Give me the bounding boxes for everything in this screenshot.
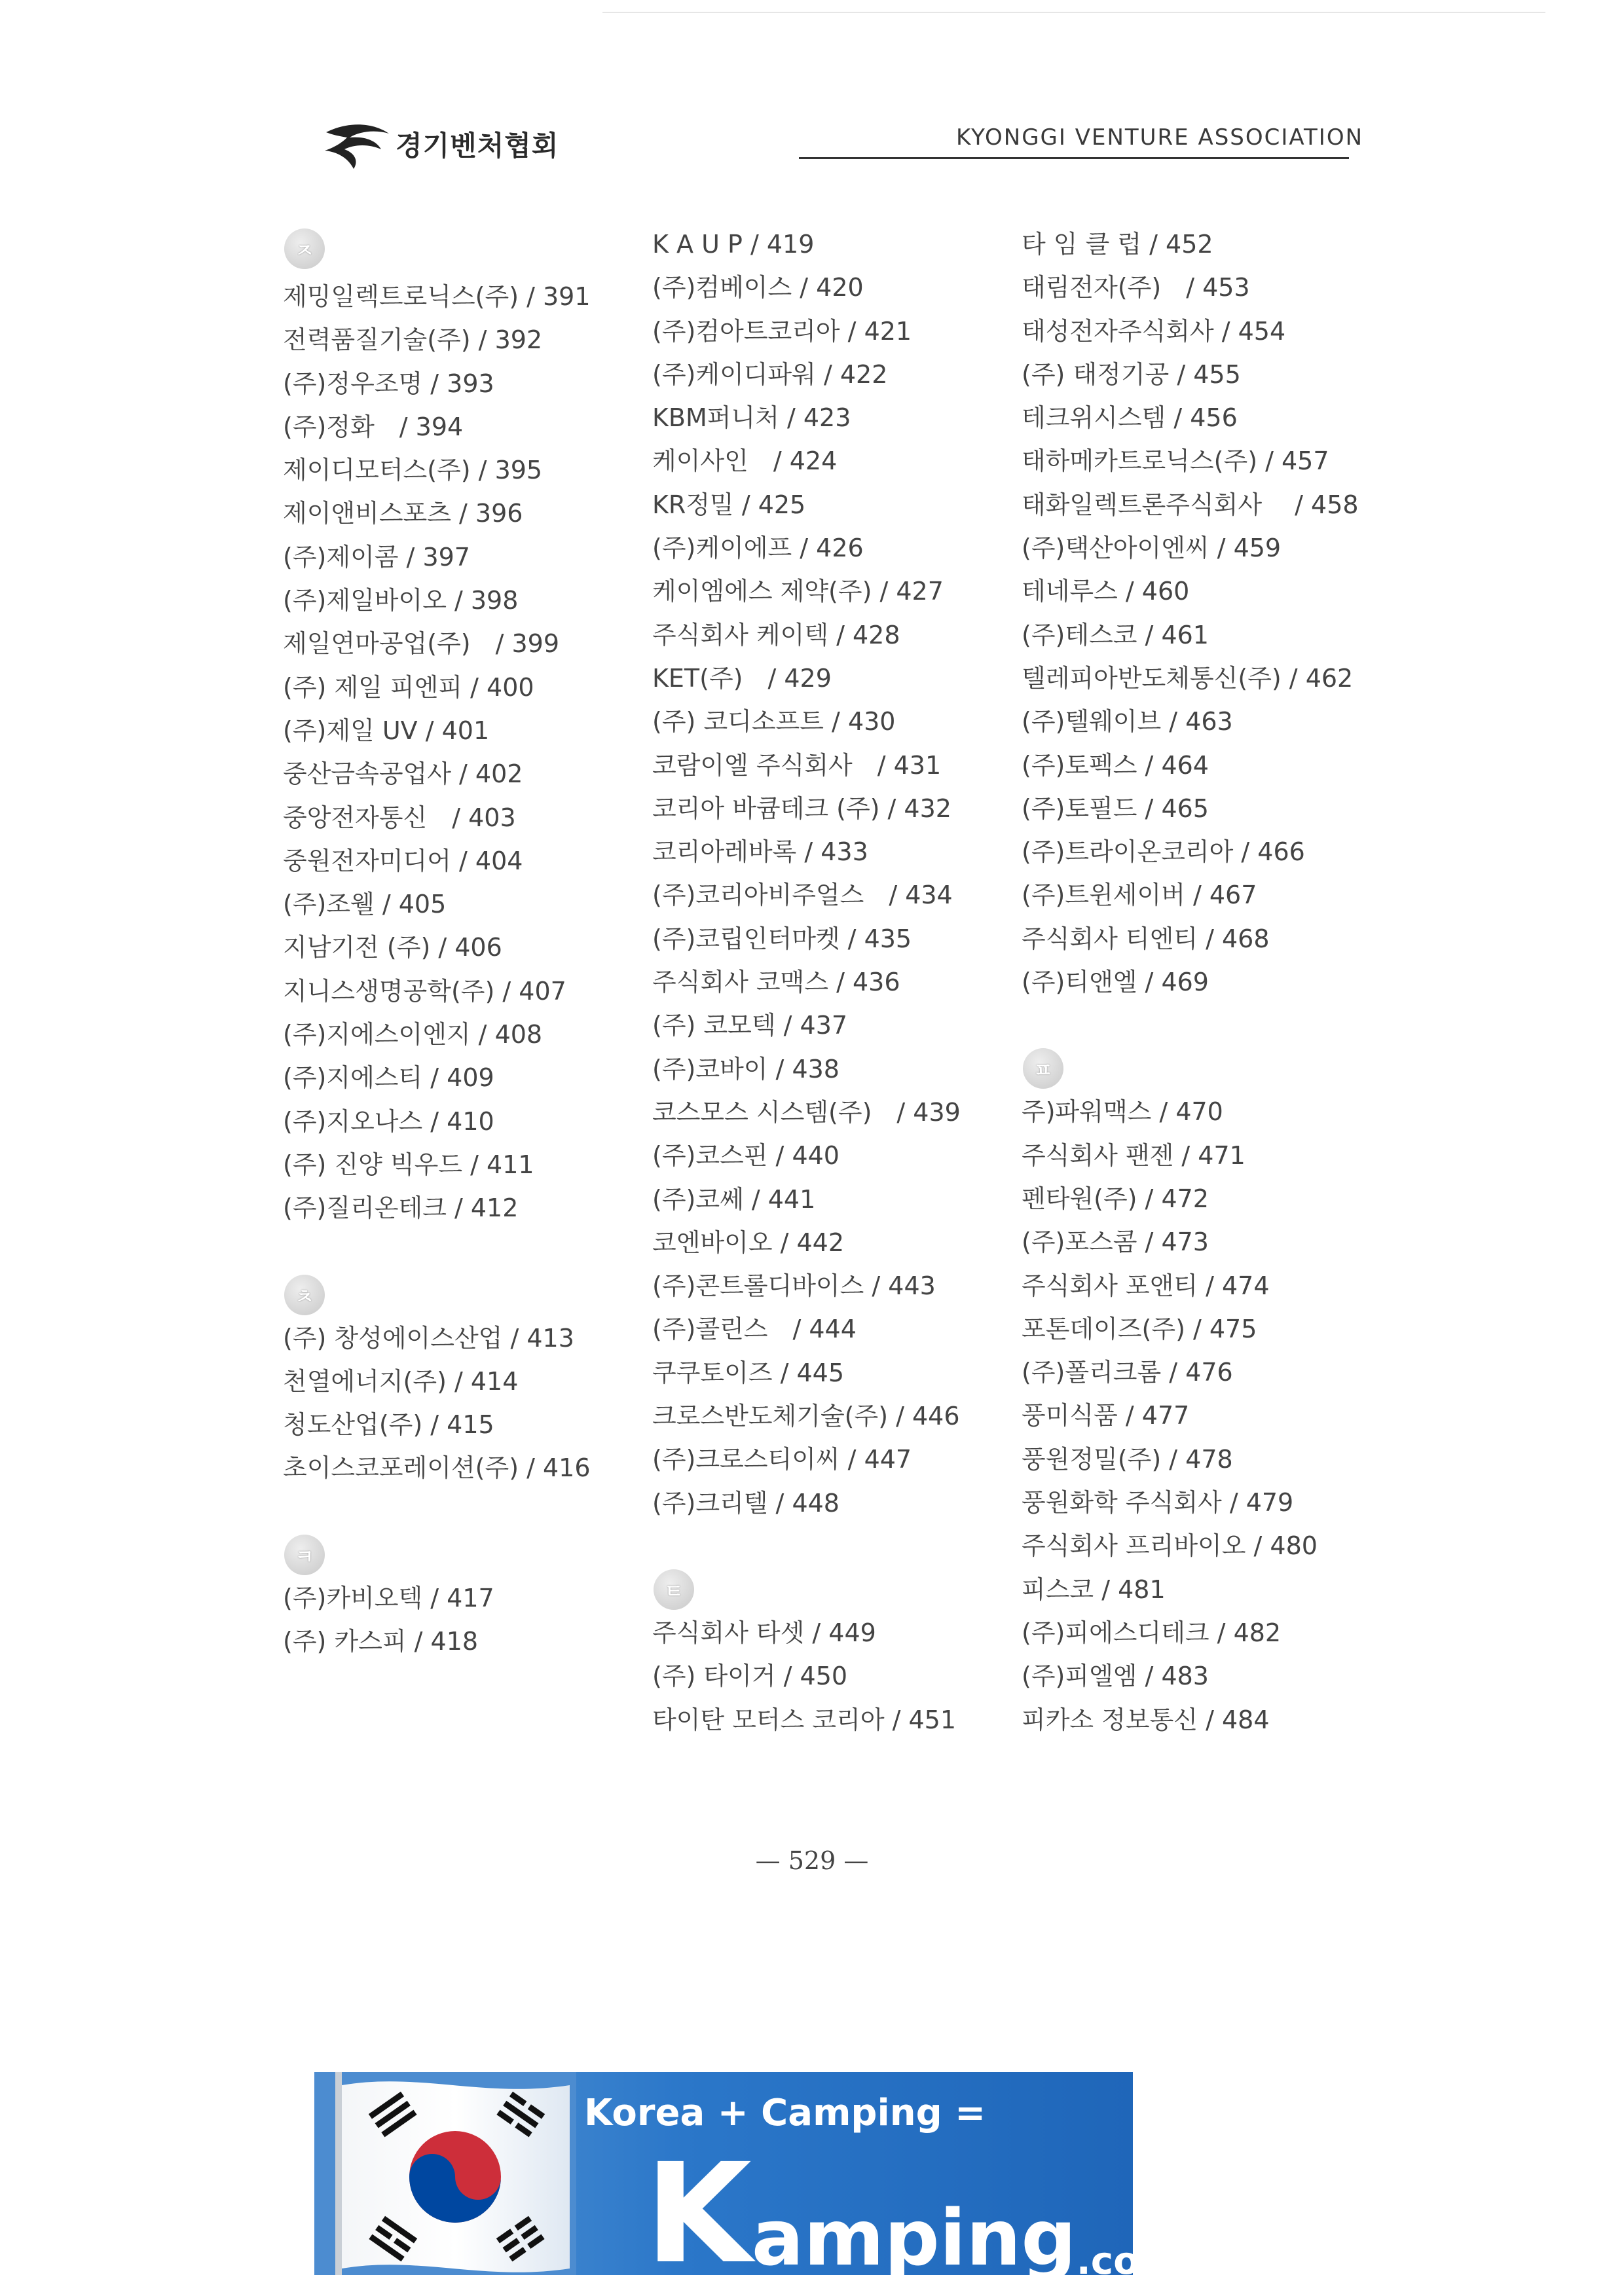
index-entry: 타이탄 모터스 코리아 / 451 [652, 1705, 957, 1734]
index-entry: 케이엠에스 제약(주) / 427 [652, 577, 944, 606]
index-entry: 피카소 정보통신 / 484 [1022, 1705, 1270, 1734]
index-entry: (주)콘트롤디바이스 / 443 [652, 1271, 936, 1301]
kamping-ad-banner[interactable] [314, 2072, 1198, 2294]
association-logo [321, 118, 559, 170]
brand-initial: K [645, 2134, 752, 2294]
section-gap [283, 1230, 591, 1273]
section-header [652, 1568, 961, 1611]
index-entry: 크로스반도체기술(주) / 446 [652, 1402, 960, 1431]
index-entry: (주)케이디파워 / 422 [652, 359, 888, 389]
page-number: — 529 — [755, 1846, 869, 1875]
index-entry: 주식회사 케이텍 / 428 [652, 620, 900, 649]
brand-domain: .co.kr [1076, 2238, 1198, 2283]
index-entry: (주) 타이거 / 450 [652, 1662, 848, 1691]
section-badge-pieup: ㅍ [1023, 1048, 1063, 1089]
index-entry: (주)정우조명 / 393 [283, 369, 494, 398]
index-entry: 제밍일렉트로닉스(주) / 391 [283, 282, 591, 311]
index-entry: 중앙전자통신 / 403 [283, 803, 516, 832]
index-entry: (주)조웰 / 405 [283, 890, 447, 919]
section-badge-chieut: ㅊ [284, 1275, 325, 1315]
banner-tagline: Korea + Camping = [584, 2092, 986, 2134]
index-entry: (주)코스핀 / 440 [652, 1141, 840, 1171]
index-entry: 주식회사 포앤티 / 474 [1022, 1271, 1270, 1300]
index-entry: 주식회사 티엔티 / 468 [1022, 924, 1270, 953]
section-badge-kieuk: ㅋ [284, 1535, 325, 1575]
section-badge-tieut: ㅌ [654, 1569, 694, 1610]
index-entry: 태화일렉트론주식회사 / 458 [1022, 490, 1359, 519]
index-entry: (주)코리아비주얼스 / 434 [652, 881, 953, 910]
index-entry: (주)포스콤 / 473 [1022, 1228, 1209, 1257]
index-entry: 케이사인 / 424 [652, 446, 838, 476]
index-entry: (주)트윈세이버 / 467 [1022, 881, 1257, 910]
index-entry: (주) 코디소프트 / 430 [652, 707, 896, 737]
index-entry: (주)지에스이엔지 / 408 [283, 1020, 543, 1049]
section-gap [652, 1525, 961, 1568]
index-entry: (주)티앤엘 / 469 [1022, 968, 1209, 997]
index-entry: (주)제일 UV / 401 [283, 716, 490, 745]
index-entry: 제일연마공업(주) / 399 [283, 629, 560, 659]
brand-name: amping [751, 2193, 1077, 2283]
index-entry: (주) 코모텍 / 437 [652, 1011, 848, 1040]
index-entry: (주) 카스피 / 418 [283, 1627, 479, 1656]
index-entry: (주)텔웨이브 / 463 [1022, 707, 1233, 737]
index-entry: KBM퍼니처 / 423 [652, 403, 851, 433]
index-entry: (주)정화 / 394 [283, 412, 464, 441]
index-entry: (주)피에스디테크 / 482 [1022, 1618, 1282, 1647]
index-entry: (주)피엘엠 / 483 [1022, 1662, 1209, 1691]
association-name: KYONGGI VENTURE ASSOCIATION [956, 124, 1364, 151]
index-entry: 지남기전 (주) / 406 [283, 933, 502, 962]
index-entry: 쿠쿠토이즈 / 445 [652, 1358, 845, 1387]
index-entry: 코스모스 시스템(주) / 439 [652, 1097, 961, 1127]
index-entry: 테크위시스템 / 456 [1022, 403, 1238, 433]
index-entry: (주)트라이온코리아 / 466 [1022, 837, 1305, 867]
korean-flag-icon [314, 2072, 576, 2275]
index-entry: 중산금속공업사 / 402 [283, 759, 523, 789]
index-entry: (주)콜린스 / 444 [652, 1315, 857, 1344]
index-entry: KET(주) / 429 [652, 663, 832, 693]
index-entry: 코리아 바큠테크 (주) / 432 [652, 793, 951, 823]
section-header [1022, 1047, 1359, 1090]
index-entry: 포톤데이즈(주) / 475 [1022, 1314, 1257, 1343]
index-entry: (주)제이콤 / 397 [283, 542, 470, 572]
index-entry: 제이앤비스포츠 / 396 [283, 499, 523, 528]
index-entry: 풍원화학 주식회사 / 479 [1022, 1488, 1294, 1518]
index-entry: (주)폴리크롬 / 476 [1022, 1358, 1233, 1387]
index-entry: 풍미식품 / 477 [1022, 1401, 1190, 1430]
index-entry: 태림전자(주) / 453 [1022, 273, 1250, 302]
index-entry: (주)코립인터마켓 / 435 [652, 924, 912, 953]
section-badge-jieut: ㅈ [284, 228, 325, 269]
index-entry: (주)지에스티 / 409 [283, 1063, 494, 1093]
index-entry: (주)카비오텍 / 417 [283, 1583, 494, 1613]
index-entry: 풍원정밀(주) / 478 [1022, 1444, 1233, 1474]
index-entry: 텔레피아반도체통신(주) / 462 [1022, 663, 1354, 693]
index-entry: 펜타원(주) / 472 [1022, 1184, 1209, 1213]
index-entry: (주)택산아이엔씨 / 459 [1022, 534, 1282, 563]
index-entry: 코엔바이오 / 442 [652, 1228, 845, 1257]
index-entry: 코람이엘 주식회사 / 431 [652, 750, 942, 780]
index-entry: (주)제일바이오 / 398 [283, 586, 519, 615]
index-entry: (주) 제일 피엔피 / 400 [283, 672, 534, 702]
index-entry: (주)케이에프 / 426 [652, 534, 864, 563]
index-entry: (주) 진양 빅우드 / 411 [283, 1150, 534, 1179]
index-entry: 전력품질기술(주) / 392 [283, 325, 543, 355]
index-entry: 천열에너지(주) / 414 [283, 1366, 519, 1396]
section-header [283, 223, 591, 275]
index-entry: (주)지오나스 / 410 [283, 1106, 494, 1136]
index-entry: 주식회사 팬젠 / 471 [1022, 1140, 1246, 1170]
index-entry: 주식회사 타셋 / 449 [652, 1618, 876, 1647]
index-entry: K A U P / 419 [652, 230, 815, 259]
index-entry: 태하메카트로닉스(주) / 457 [1022, 446, 1329, 476]
index-entry: 제이디모터스(주) / 395 [283, 456, 543, 485]
logo-text: 경기벤처협회 [396, 130, 559, 162]
index-entry: 코리아레바록 / 433 [652, 837, 868, 867]
index-entry: 중원전자미디어 / 404 [283, 846, 523, 875]
index-entry: (주)토펙스 / 464 [1022, 750, 1209, 780]
index-entry: (주)크리텔 / 448 [652, 1488, 840, 1518]
index-column-2 [652, 223, 961, 1741]
header-rule [799, 157, 1349, 159]
swallow-logo-icon [321, 118, 393, 170]
index-entry: 주식회사 프리바이오 / 480 [1022, 1531, 1318, 1561]
index-entry: (주)토필드 / 465 [1022, 793, 1209, 823]
index-column-1 [283, 223, 591, 1663]
index-entry: 초이스코포레이션(주) / 416 [283, 1453, 591, 1483]
index-column-3 [1022, 223, 1359, 1741]
section-header [283, 1533, 591, 1576]
index-entry: (주)컴아트코리아 / 421 [652, 316, 912, 346]
section-header [283, 1273, 591, 1317]
index-entry: (주)테스코 / 461 [1022, 620, 1209, 649]
index-entry: (주) 태정기공 / 455 [1022, 359, 1241, 389]
index-entry: 테네루스 / 460 [1022, 577, 1190, 606]
index-entry: KR정밀 / 425 [652, 490, 806, 519]
index-entry: (주)질리온테크 / 412 [283, 1194, 519, 1223]
index-entry: (주)크로스티이씨 / 447 [652, 1445, 912, 1474]
section-gap [283, 1490, 591, 1533]
index-entry: (주) 창성에이스산업 / 413 [283, 1323, 574, 1353]
index-entry: 주식회사 코맥스 / 436 [652, 968, 900, 997]
index-entry: (주)컴베이스 / 420 [652, 273, 864, 302]
banner-brand [645, 2134, 1198, 2294]
index-entry: (주)코쎄 / 441 [652, 1184, 816, 1214]
index-entry: 주)파워맥스 / 470 [1022, 1097, 1223, 1127]
index-entry: 청도산업(주) / 415 [283, 1410, 494, 1440]
section-gap [1022, 1004, 1359, 1047]
index-entry: 타 임 클 럽 / 452 [1022, 230, 1213, 259]
index-entry: 피스코 / 481 [1022, 1575, 1166, 1604]
index-entry: 지니스생명공학(주) / 407 [283, 976, 566, 1006]
index-entry: (주)코바이 / 438 [652, 1054, 840, 1084]
scan-edge-line [602, 12, 1545, 13]
index-entry: 태성전자주식회사 / 454 [1022, 316, 1286, 346]
